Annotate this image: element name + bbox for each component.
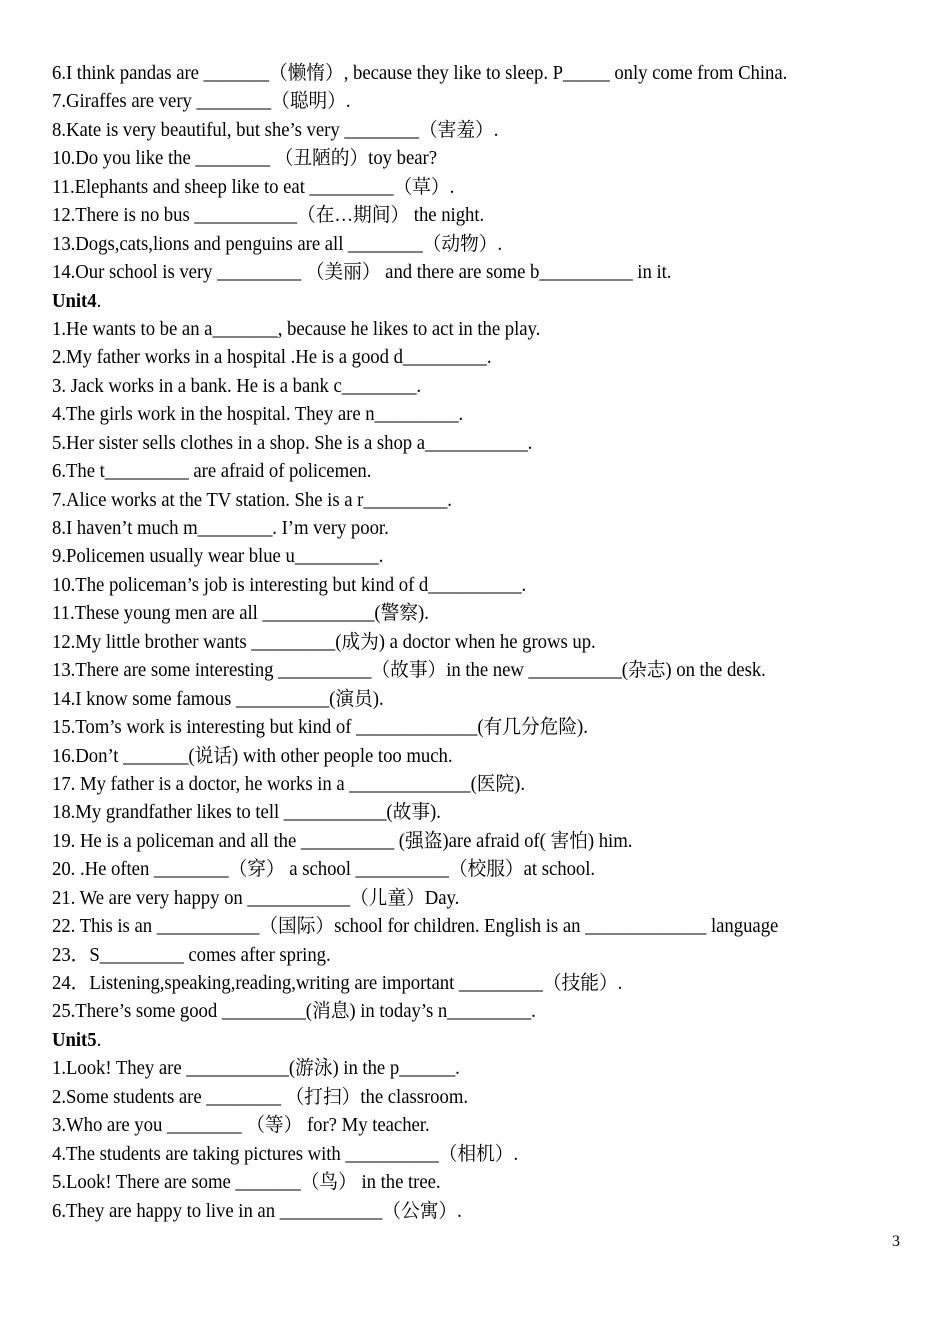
exercise-line: 20. .He often ________（穿） a school __________（校服）at school.	[52, 859, 596, 881]
exercise-line: 6.They are happy to live in an ___________（公寓）.	[52, 1200, 462, 1222]
exercise-line: 11.Elephants and sheep like to eat _________（草）.	[52, 176, 455, 198]
unit-heading-suffix: .	[96, 290, 102, 312]
exercise-line: 8.Kate is very beautiful, but she’s very ________（害羞）.	[52, 119, 499, 141]
exercise-line: 18.My grandfather likes to tell ___________(故事).	[52, 802, 441, 824]
exercise-line: 1.He wants to be an a_______, because he likes to act in the play.	[52, 318, 541, 340]
exercise-line: 7.Alice works at the TV station. She is a r_________.	[52, 489, 452, 511]
worksheet-page	[52, 60, 932, 1226]
unit-heading-text: Unit4	[52, 290, 97, 312]
exercise-line: 14.Our school is very _________ （美丽） and there are some b__________ in it.	[52, 262, 672, 284]
exercise-line: 5.Look! There are some _______（鸟） in the tree.	[52, 1172, 441, 1194]
exercise-line: 22. This is an ___________（国际）school for children. English is an _____________ language	[52, 916, 779, 938]
unit-heading	[52, 1027, 898, 1055]
exercise-line: 6.The t_________ are afraid of policemen.	[52, 461, 372, 483]
exercise-line: 10.The policeman’s job is interesting but kind of d__________.	[52, 574, 527, 596]
exercise-line: 9.Policemen usually wear blue u_________.	[52, 546, 384, 568]
exercise-line: 11.These young men are all ____________(警察).	[52, 603, 429, 625]
exercise-line: 17. My father is a doctor, he works in a _____________(医院).	[52, 773, 526, 795]
unit-heading-suffix: .	[96, 1029, 102, 1051]
exercise-line: 15.Tom’s work is interesting but kind of _____________(有几分危险).	[52, 717, 588, 739]
exercise-line: 1.Look! They are ___________(游泳) in the p______.	[52, 1058, 460, 1080]
exercise-line: 13.Dogs,cats,lions and penguins are all ________（动物）.	[52, 233, 503, 255]
unit-heading-text: Unit5	[52, 1029, 97, 1051]
exercise-line: 21. We are very happy on ___________（儿童）Day.	[52, 887, 460, 909]
exercise-line: 2.My father works in a hospital .He is a good d_________.	[52, 347, 492, 369]
exercise-line: 24．Listening,speaking,reading,writing are important _________（技能）.	[52, 973, 623, 994]
exercise-line: 10.Do you like the ________ （丑陋的）toy bear?	[52, 148, 437, 170]
exercise-line: 6.I think pandas are _______（懒惰）, because they like to sleep. P_____ only come from China.	[52, 63, 788, 84]
page-number: 3	[892, 1233, 900, 1250]
exercise-line: 19. He is a policeman and all the __________ (强盗)are afraid of( 害怕) him.	[52, 830, 633, 852]
exercise-line: 25.There’s some good _________(消息) in today’s n_________.	[52, 1001, 536, 1023]
exercise-line: 7.Giraffes are very ________（聪明）.	[52, 91, 351, 113]
exercise-line: 3.Who are you ________ （等） for? My teacher.	[52, 1115, 430, 1137]
exercise-line: 4.The girls work in the hospital. They are n_________.	[52, 404, 464, 426]
exercise-line: 12.There is no bus ___________（在…期间） the night.	[52, 205, 485, 227]
exercise-line: 12.My little brother wants _________(成为) a doctor when he grows up.	[52, 631, 596, 653]
exercise-line: 2.Some students are ________ （打扫）the classroom.	[52, 1086, 469, 1108]
unit-heading	[52, 288, 898, 316]
exercise-line: 13.There are some interesting __________（故事）in the new __________(杂志) on the desk.	[52, 660, 766, 682]
exercise-line: 4.The students are taking pictures with __________（相机）.	[52, 1143, 519, 1165]
exercise-line: 16.Don’t _______(说话) with other people too much.	[52, 745, 453, 767]
exercise-line: 5.Her sister sells clothes in a shop. She is a shop a___________.	[52, 432, 533, 454]
exercise-line: 3. Jack works in a bank. He is a bank c________.	[52, 375, 422, 397]
exercise-line: 8.I haven’t much m________. I’m very poor.	[52, 518, 389, 539]
exercise-line: 23．S_________ comes after spring.	[52, 944, 331, 966]
exercise-line: 14.I know some famous __________(演员).	[52, 688, 384, 710]
